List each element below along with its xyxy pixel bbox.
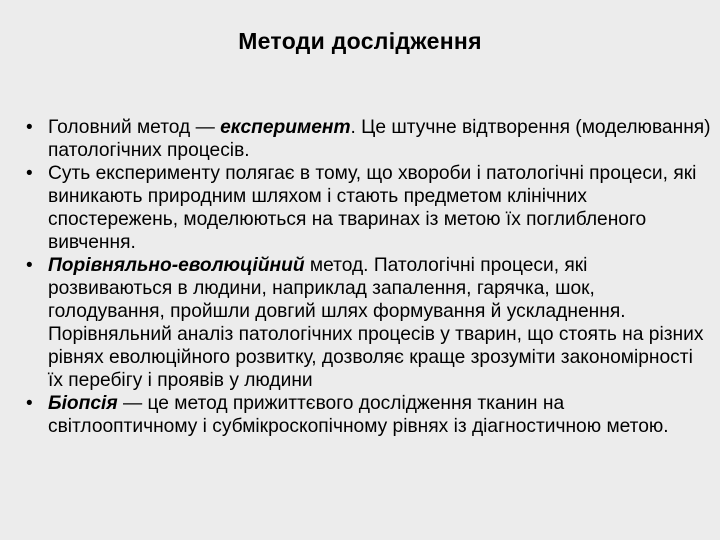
bullet-text: Суть експерименту полягає в тому, що хвороби і патологічні процеси, які виникають природним шляхом і стають предметом клінічних спостережень, моделюються на тваринах із метою їх поглибленого вивчення. [48,163,697,253]
bullet-text-post: . Це штучне відтворення (моделювання) патологічних процесів. [48,117,711,161]
bullet-icon: • [26,255,33,276]
bullet-icon: • [26,163,33,184]
bullet-item-essence [26,162,712,254]
bullet-item-biopsy [26,392,712,438]
bullet-list [26,116,712,438]
bullet-icon: • [26,393,33,414]
term-comparative-evolutionary: Порівняльно-еволюційний [48,255,305,276]
term-biopsy: Біопсія [48,393,118,414]
bullet-item-comparative [26,254,712,392]
term-experiment: експеримент [220,117,351,138]
bullet-item-experiment [26,116,712,162]
bullet-text-post: — це метод прижиттєвого дослідження тканин на світлооптичному і субмікроскопічному рівнях із діагностичною метою. [48,393,669,437]
slide-title: Методи дослідження [238,28,482,54]
bullet-icon: • [26,117,33,138]
bullet-text-pre: Головний метод — [48,117,221,138]
bullet-text-post: метод. Патологічні процеси, які розвиваються в людини, наприклад запалення, гарячка, шок, голодування, пройшли довгий шлях формування й ускладнення. Порівняльний аналіз патологічних процесів у тварин, що стоять на різних рівнях еволюційного розвитку, дозволяє краще зрозуміти закономірності їх перебігу і проявів у людини [48,255,704,391]
